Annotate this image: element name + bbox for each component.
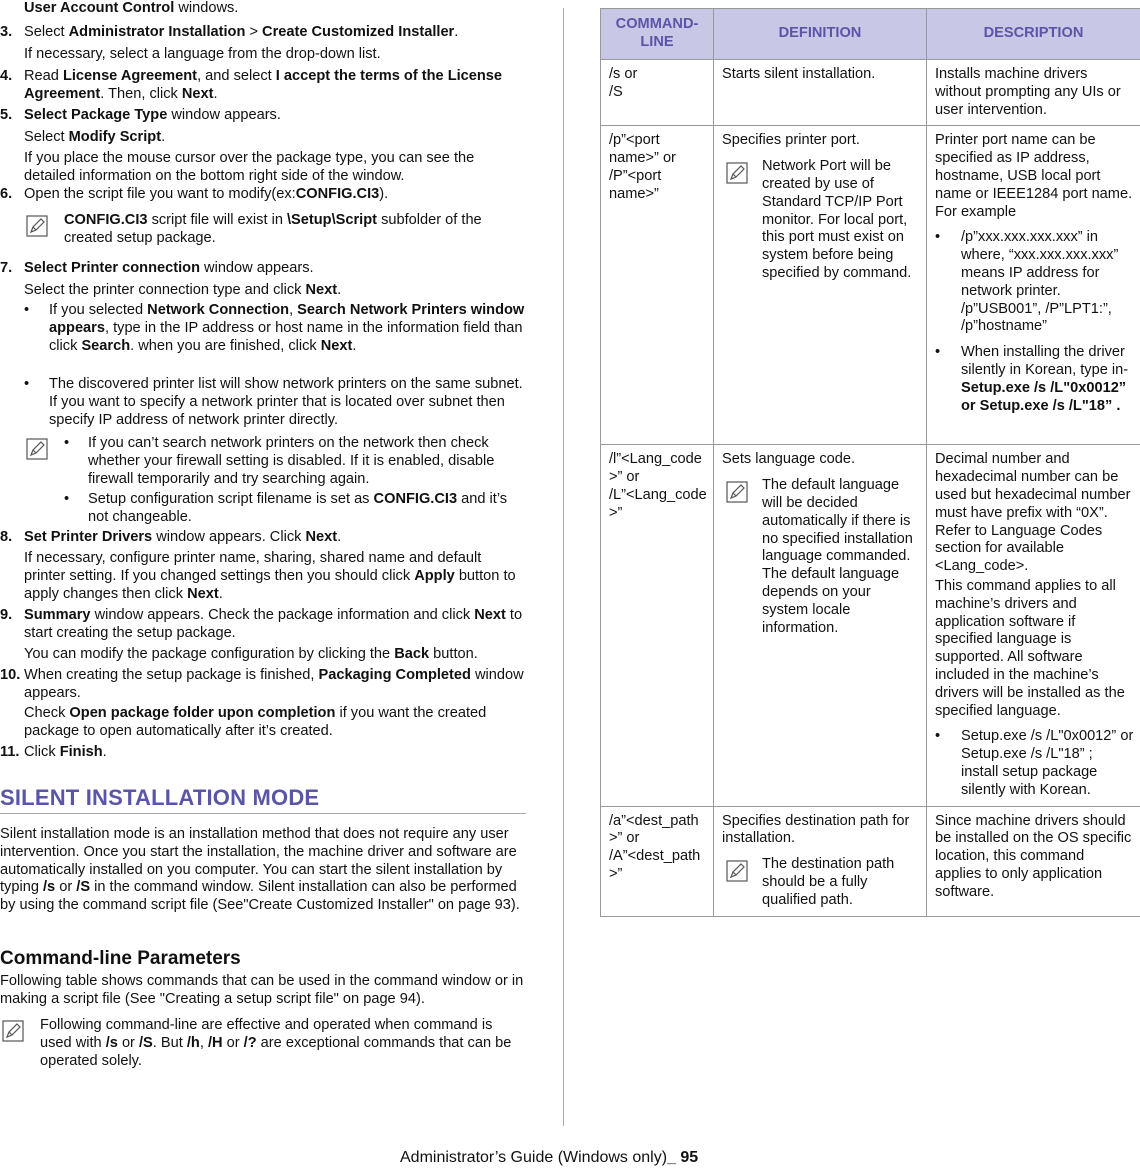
right-column <box>600 8 1140 917</box>
note-pencil-icon <box>26 438 48 460</box>
note-pencil-icon <box>26 215 48 237</box>
note-1: CONFIG.CI3 script file will exist in \Setup\Script subfolder of the created setup package. <box>64 212 482 246</box>
step-8: Set Printer Drivers window appears. Click Next. <box>24 529 342 545</box>
definition-text: Specifies printer port. <box>722 132 860 149</box>
note-pencil-icon <box>726 481 748 503</box>
continued-text: User Account Control windows. <box>24 0 239 16</box>
definition-note <box>722 477 920 637</box>
cell-definition <box>714 445 927 806</box>
step-9-number: 9. <box>0 607 13 623</box>
bullet-network-connection: If you selected Network Connection, Search Network Printers window appears, type in the IP address or host name in the information field than click Search. when you are finished, click Next. <box>49 302 525 354</box>
note-text: The default language will be decided automatically if there is no specified installation language commanded. The default language depends on your system locale information. <box>762 477 913 636</box>
step-5: Select Package Type window appears. <box>24 107 281 123</box>
step-10-sub: Check Open package folder upon completion if you want the created package to open automatically after it’s created. <box>24 705 487 739</box>
cell-description: Installs machine drivers without prompting any UIs or user intervention. <box>927 60 1140 126</box>
step-6: Open the script file you want to modify(ex:CONFIG.CI3). <box>24 186 389 202</box>
step-7-sub: Select the printer connection type and click Next. <box>24 282 342 298</box>
cell-definition <box>714 126 927 445</box>
step-5-sub-1: Select Modify Script. <box>24 129 166 145</box>
description-bullet: • When installing the driver silently in Korean, type in-Setup.exe /s /L"0x0012” or Setup.exe /s /L"18” . <box>935 344 1129 414</box>
description-bullet: • Setup.exe /s /L"0x0012” or Setup.exe /s /L"18” ; install setup package silently with Korean. <box>935 728 1134 798</box>
cell-description: Since machine drivers should be installed on the OS specific location, this command applies to only application software. <box>927 806 1140 916</box>
bullet-discovered-printers: The discovered printer list will show network printers on the same subnet. If you want to specify a network printer that is located over subnet then specify IP address of network printer directly. <box>49 376 523 428</box>
header-command-line: COMMAND-LINE <box>601 9 714 60</box>
step-9: Summary window appears. Check the package information and click Next to start creating the setup package. <box>24 607 523 641</box>
definition-note <box>722 158 920 283</box>
definition-text: Specifies destination path for installation. <box>722 812 910 847</box>
page-footer: Administrator’s Guide (Windows only)_ 95 <box>400 1149 699 1166</box>
cell-description <box>927 126 1140 445</box>
step-8-sub: If necessary, configure printer name, sharing, shared name and default printer setting. If you changed settings then you should click Apply button to apply changes then click Next. <box>24 550 516 602</box>
cell-command: /s or /S <box>601 60 714 126</box>
definition-note <box>722 856 920 909</box>
note-pencil-icon <box>2 1020 24 1042</box>
step-8-number: 8. <box>0 529 13 545</box>
description-text: Printer port name can be specified as IP address, hostname, USB local port name or IEEE1284 port name. For example <box>935 132 1133 220</box>
step-3: Select Administrator Installation > Create Customized Installer. <box>24 24 459 40</box>
note-2-item-1: If you can’t search network printers on the network then check whether your firewall setting is disabled. If it is enabled, disable firewall temporarily and try searching again. <box>88 435 495 487</box>
step-7: Select Printer connection window appears. <box>24 260 314 276</box>
column-divider <box>563 8 564 1126</box>
note-pencil-icon <box>726 860 748 882</box>
description-text: Decimal number and hexadecimal number can be used but hexadecimal number must have prefix with “0X”. Refer to Language Codes section for available <Lang_code>. <box>935 451 1131 575</box>
note-pencil-icon <box>726 162 748 184</box>
heading-rule <box>0 813 526 814</box>
table-row <box>601 806 1140 916</box>
table-row <box>601 60 1140 126</box>
step-3-number: 3. <box>0 24 13 40</box>
step-4-number: 4. <box>0 68 13 84</box>
step-10-number: 10. <box>0 667 21 683</box>
table-header-row <box>601 9 1140 60</box>
step-5-number: 5. <box>0 107 13 123</box>
note-2-dot: • <box>64 491 70 507</box>
cell-description <box>927 445 1140 806</box>
subsection-heading: Command-line Parameters <box>0 948 241 969</box>
silent-mode-paragraph: Silent installation mode is an installation method that does not require any user intervention. Once you start the installation, the machine driver and software are automatically installed on you computer. You can start the silent installation by typing /s or /S in the command window. Silent installation can also be performed by using the command script file (See"Create Customized Installer" on page 93). <box>0 826 520 914</box>
note-2-item-2: Setup configuration script filename is set as CONFIG.CI3 and it’s not changeable. <box>88 491 508 525</box>
note-2-dot: • <box>64 435 70 451</box>
description-bullet: • /p”xxx.xxx.xxx.xxx” in where, “xxx.xxx.xxx.xxx” means IP address for network printer. /p”USB001”, /P”LPT1:”, /p”hostname” <box>935 229 1119 335</box>
step-11: Click Finish. <box>24 744 107 760</box>
step-6-number: 6. <box>0 186 13 202</box>
header-description: DESCRIPTION <box>927 9 1140 60</box>
step-10: When creating the setup package is finished, Packaging Completed window appears. <box>24 667 524 701</box>
step-5-sub-2: If you place the mouse cursor over the package type, you can see the detailed information on the bottom right side of the window. <box>24 150 475 184</box>
table-row <box>601 445 1140 806</box>
header-definition: DEFINITION <box>714 9 927 60</box>
definition-text: Sets language code. <box>722 451 856 468</box>
note-text: The destination path should be a fully qualified path. <box>762 856 895 908</box>
step-11-number: 11. <box>0 744 20 760</box>
note-3: Following command-line are effective and operated when command is used with /s or /S. But /h, /H or /? are exceptional commands that can be operated solely. <box>40 1017 512 1069</box>
command-line-table <box>600 8 1140 917</box>
step-9-sub: You can modify the package configuration by clicking the Back button. <box>24 646 478 662</box>
step-4: Read License Agreement, and select I accept the terms of the License Agreement. Then, click Next. <box>24 68 503 102</box>
step-7-number: 7. <box>0 260 13 276</box>
step-3-sub: If necessary, select a language from the drop-down list. <box>24 46 381 62</box>
cell-command: /p”<port name>” or /P”<port name>” <box>601 126 714 445</box>
cell-command: /a”<dest_path>” or /A”<dest_path>” <box>601 806 714 916</box>
note-text: Network Port will be created by use of Standard TCP/IP Port monitor. For local port, this port must exist on system before being specified by command. <box>762 158 912 281</box>
cell-definition <box>714 806 927 916</box>
bullet-dot: • <box>24 302 30 318</box>
section-heading: SILENT INSTALLATION MODE <box>0 785 320 810</box>
cell-definition: Starts silent installation. <box>714 60 927 126</box>
command-line-paragraph: Following table shows commands that can be used in the command window or in making a script file (See "Creating a setup script file" on page 94). <box>0 973 524 1007</box>
bullet-dot: • <box>24 376 30 392</box>
table-row <box>601 126 1140 445</box>
cell-command: /l”<Lang_code>” or /L”<Lang_code>” <box>601 445 714 806</box>
description-text-2: This command applies to all machine’s drivers and application software if specified language is supported. All software included in the machine’s drivers will be installed as the specified language. <box>935 577 1125 719</box>
